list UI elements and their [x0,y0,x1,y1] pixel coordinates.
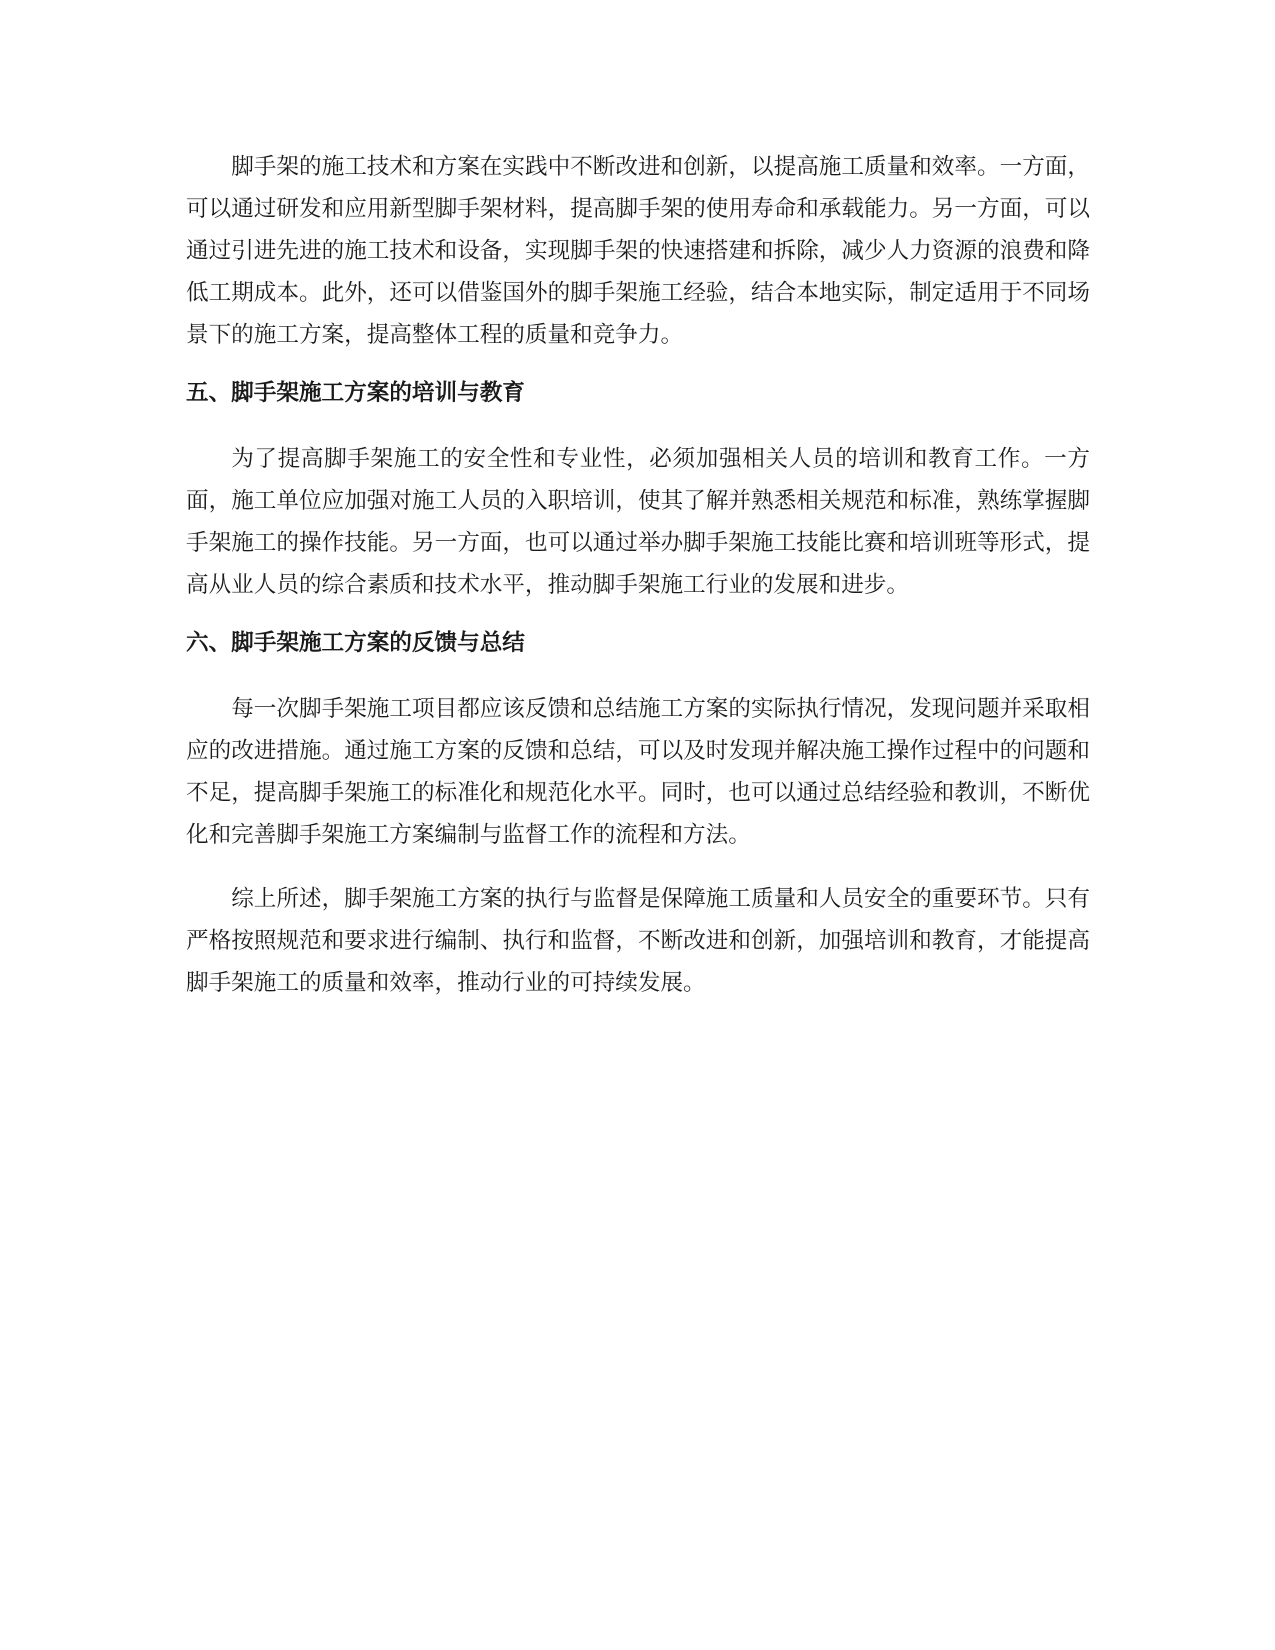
document-body [186,146,1090,1026]
paragraph-feedback: 每一次脚手架施工项目都应该反馈和总结施工方案的实际执行情况，发现问题并采取相应的改进措施。通过施工方案的反馈和总结，可以及时发现并解决施工操作过程中的问题和不足，提高脚手架施工的标准化和规范化水平。同时，也可以通过总结经验和教训，不断优化和完善脚手架施工方案编制与监督工作的流程和方法。 [186,696,1090,848]
paragraph-conclusion: 综上所述，脚手架施工方案的执行与监督是保障施工质量和人员安全的重要环节。只有严格按照规范和要求进行编制、执行和监督，不断改进和创新，加强培训和教育，才能提高脚手架施工的质量和效率，推动行业的可持续发展。 [186,886,1090,996]
paragraph-innovation: 脚手架的施工技术和方案在实践中不断改进和创新，以提高施工质量和效率。一方面，可以通过研发和应用新型脚手架材料，提高脚手架的使用寿命和承载能力。另一方面，可以通过引进先进的施工技术和设备，实现脚手架的快速搭建和拆除，减少人力资源的浪费和降低工期成本。此外，还可以借鉴国外的脚手架施工经验，结合本地实际，制定适用于不同场景下的施工方案，提高整体工程的质量和竞争力。 [186,154,1090,348]
section-heading-training: 五、脚手架施工方案的培训与教育 [186,380,525,406]
paragraph-training: 为了提高脚手架施工的安全性和专业性，必须加强相关人员的培训和教育工作。一方面，施工单位应加强对施工人员的入职培训，使其了解并熟悉相关规范和标准，熟练掌握脚手架施工的操作技能。另一方面，也可以通过举办脚手架施工技能比赛和培训班等形式，提高从业人员的综合素质和技术水平，推动脚手架施工行业的发展和进步。 [186,446,1090,598]
section-heading-feedback: 六、脚手架施工方案的反馈与总结 [186,630,525,656]
